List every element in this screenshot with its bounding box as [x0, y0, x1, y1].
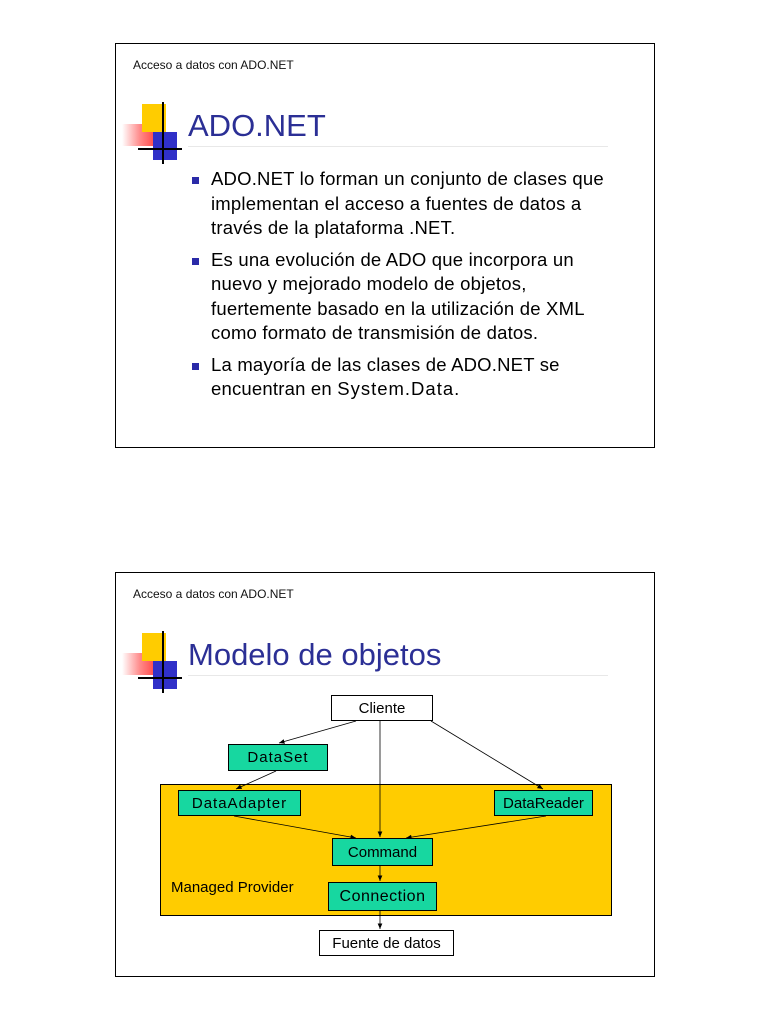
command-box: Command [332, 838, 433, 866]
bullet-text: La mayoría de las clases de ADO.NET se encuentran en [211, 353, 560, 399]
cliente-box: Cliente [331, 695, 433, 721]
bullet-text: ADO.NET lo forman un conjunto de clases que implementan el acceso a fuentes de datos a través de la plataforma .NET. [211, 168, 604, 238]
bullet-code-text: System.Data [337, 378, 455, 399]
object-model-diagram [116, 573, 656, 978]
bullet-item [190, 353, 630, 402]
dataadapter-box: DataAdapter [178, 790, 301, 816]
bullet-list [190, 167, 630, 409]
slide-header: Acceso a datos con ADO.NET [133, 587, 294, 601]
connection-box: Connection [328, 882, 437, 911]
square-bullet-icon [192, 258, 199, 265]
bullet-text-end: . [454, 378, 460, 399]
slide-header: Acceso a datos con ADO.NET [133, 58, 294, 72]
title-divider [188, 146, 608, 147]
square-bullet-icon [192, 363, 199, 370]
diagram-connectors [116, 573, 656, 978]
square-bullet-icon [192, 177, 199, 184]
bullet-item [190, 248, 630, 346]
slide-1 [115, 43, 655, 448]
datareader-box: DataReader [494, 790, 593, 816]
slide-logo-icon [122, 102, 192, 162]
slide-title: ADO.NET [188, 108, 326, 143]
slide-title: Modelo de objetos [188, 637, 442, 672]
fuente-de-datos-box: Fuente de datos [319, 930, 454, 956]
managed-provider-label: Managed Provider [171, 879, 294, 896]
dataset-box: DataSet [228, 744, 328, 771]
bullet-text: Es una evolución de ADO que incorpora un nuevo y mejorado modelo de objetos, fuertemente basado en la utilización de XML como formato de transmisión de datos. [211, 248, 584, 343]
slide-2 [115, 572, 655, 977]
bullet-item [190, 167, 630, 241]
